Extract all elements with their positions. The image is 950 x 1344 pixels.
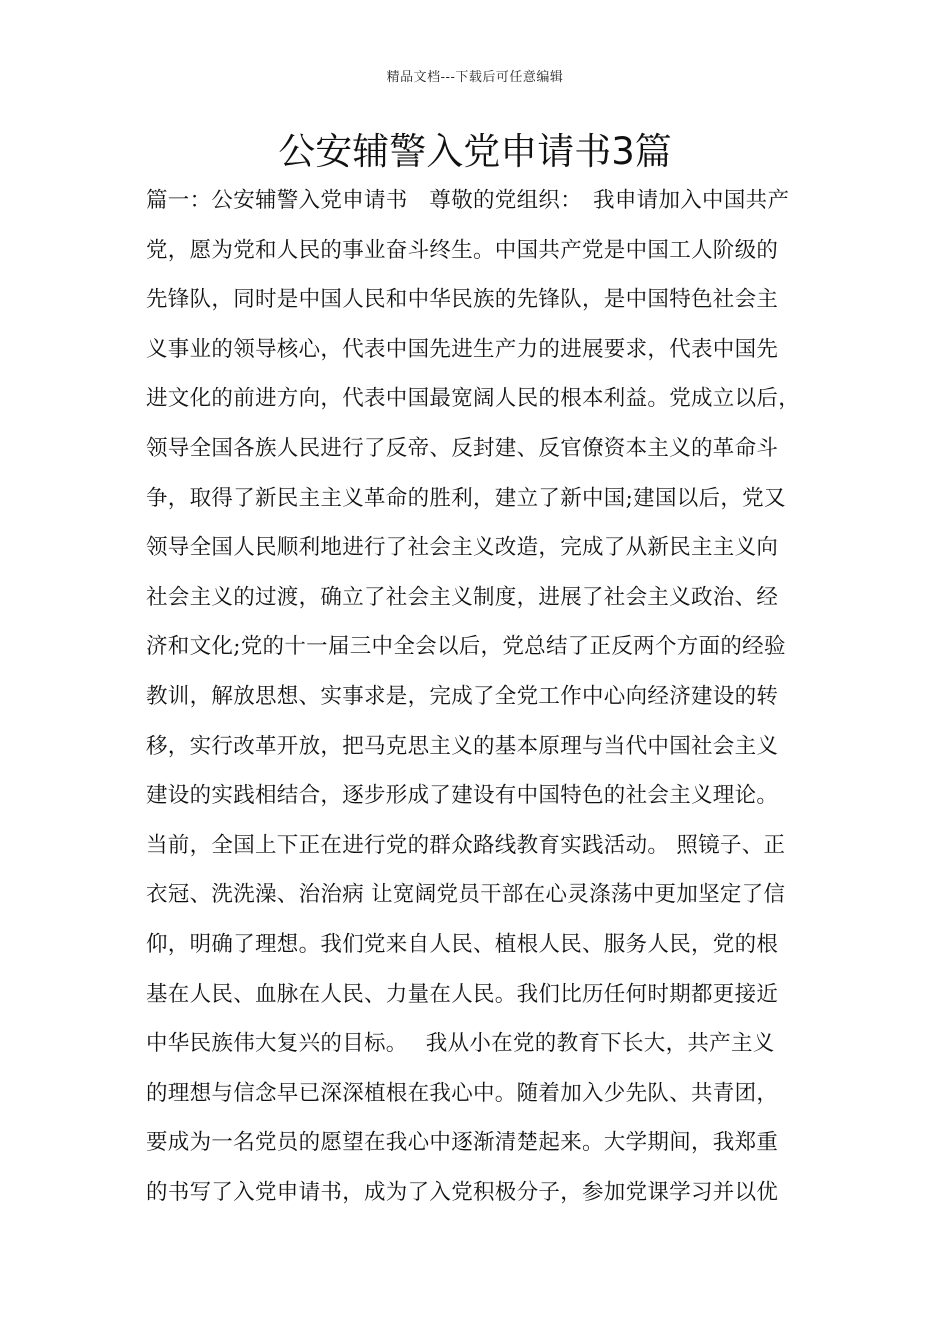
body-line: 社会主义的过渡，确立了社会主义制度，进展了社会主义政治、经 (146, 584, 779, 610)
body-line: 篇一：公安辅警入党申请书 尊敬的党组织： 我申请加入中国共产 (146, 188, 790, 213)
body-line: 进文化的前进方向，代表中国最宽阔人民的根本利益。党成立以后， (146, 386, 801, 412)
body-line: 领导全国人民顺利地进行了社会主义改造，完成了从新民主主义向 (146, 535, 779, 561)
body-line: 当前，全国上下正在进行党的群众路线教育实践活动。 照镜子、正 (146, 832, 786, 858)
header-note: 精品文档---下载后可任意编辑 (386, 70, 564, 85)
document-title: 公安辅警入党申请书3篇 (278, 130, 672, 173)
body-line: 领导全国各族人民进行了反帝、反封建、反官僚资本主义的革命斗 (146, 435, 779, 461)
body-line: 济和文化;党的十一届三中全会以后，党总结了正反两个方面的经验 (146, 634, 786, 660)
body-line: 争，取得了新民主主义革命的胜利，建立了新中国;建国以后，党又 (146, 485, 786, 511)
body-line: 先锋队，同时是中国人民和中华民族的先锋队，是中国特色社会主 (146, 287, 779, 313)
body-line: 的理想与信念早已深深植根在我心中。随着加入少先队、共青团， (146, 1080, 779, 1106)
document-body (146, 176, 826, 1217)
body-line: 教训，解放思想、实事求是，完成了全党工作中心向经济建设的转 (146, 683, 779, 709)
body-line: 建设的实践相结合，逐步形成了建设有中国特色的社会主义理论。 (146, 783, 779, 809)
body-line: 的书写了入党申请书，成为了入党积极分子，参加党课学习并以优 (146, 1179, 779, 1205)
body-line: 义事业的领导核心，代表中国先进生产力的进展要求，代表中国先 (146, 336, 779, 362)
body-line: 移，实行改革开放，把马克思主义的基本原理与当代中国社会主义 (146, 733, 779, 759)
body-line: 党，愿为党和人民的事业奋斗终生。中国共产党是中国工人阶级的 (146, 237, 779, 263)
body-line: 基在人民、血脉在人民、力量在人民。我们比历任何时期都更接近 (146, 981, 779, 1007)
body-line: 仰，明确了理想。我们党来自人民、植根人民、服务人民，党的根 (146, 931, 779, 957)
body-line: 衣冠、洗洗澡、治治病 让宽阔党员干部在心灵涤荡中更加坚定了信 (146, 882, 786, 908)
body-line: 中华民族伟大复兴的目标。 我从小在党的教育下长大，共产主义 (146, 1031, 775, 1057)
body-line: 要成为一名党员的愿望在我心中逐渐清楚起来。大学期间，我郑重 (146, 1130, 779, 1156)
